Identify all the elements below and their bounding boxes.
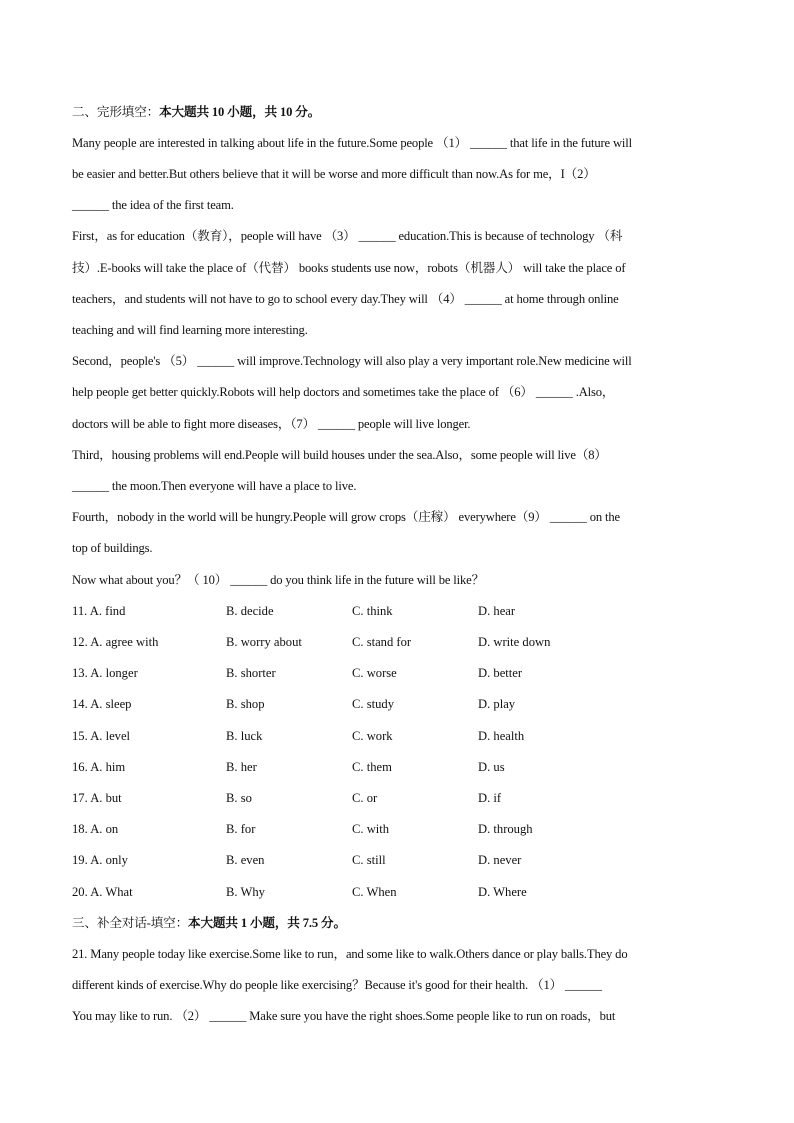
option-d: D. health [478, 729, 525, 743]
option-d: D. if [478, 791, 502, 805]
option-c: C. think [352, 604, 393, 618]
option-b: B. decide [226, 604, 274, 618]
heading-bold: 本大题共 1 小题，共 7.5 分。 [188, 916, 346, 930]
heading-prefix: 三、补全对话-填空： [72, 916, 189, 930]
option-a: 20. A. What [72, 885, 133, 899]
option-a: 12. A. agree with [72, 635, 159, 649]
passage-line: top of buildings. [72, 541, 153, 555]
heading-prefix: 二、完形填空： [72, 105, 160, 119]
option-c: C. them [352, 760, 392, 774]
option-b: B. luck [226, 729, 263, 743]
passage-line: Many people are interested in talking about life in the future.Some people （1） ______ that life in the future will [72, 136, 632, 150]
option-b: B. worry about [226, 635, 302, 649]
passage-line: ______ the idea of the first team. [72, 198, 234, 212]
option-c: C. stand for [352, 635, 412, 649]
passage-line: 技）.E-books will take the place of（代替） books students use now，robots（机器人） will take the place of [72, 261, 626, 275]
passage-line: First，as for education（教育），people will have （3） ______ education.This is because of technology （科 [72, 229, 623, 243]
option-c: C. work [352, 729, 393, 743]
option-b: B. even [226, 853, 265, 867]
passage-line: You may like to run. （2） ______ Make sure you have the right shoes.Some people like to run on roads，but [72, 1009, 616, 1023]
option-a: 11. A. find [72, 604, 126, 618]
option-a: 16. A. him [72, 760, 126, 774]
passage-line: ______ the moon.Then everyone will have a place to live. [72, 479, 357, 493]
passage-line: different kinds of exercise.Why do people like exercising？Because it's good for their health. （1） ______ [72, 978, 602, 992]
option-c: C. or [352, 791, 378, 805]
option-d: D. write down [478, 635, 551, 649]
option-b: B. shop [226, 697, 265, 711]
passage-line: 21. Many people today like exercise.Some like to run，and some like to walk.Others dance or play balls.They do [72, 947, 628, 961]
option-c: C. worse [352, 666, 397, 680]
option-a: 15. A. level [72, 729, 131, 743]
passage-line: be easier and better.But others believe that it will be worse and more difficult than now.As for me，I（2） [72, 167, 596, 181]
option-d: D. better [478, 666, 523, 680]
option-a: 18. A. on [72, 822, 119, 836]
option-b: B. for [226, 822, 256, 836]
section-heading-cloze [72, 104, 722, 120]
option-b: B. so [226, 791, 252, 805]
option-c: C. still [352, 853, 386, 867]
passage-line: Third，housing problems will end.People will build houses under the sea.Also，some people will live（8） [72, 448, 607, 462]
section-heading-dialogue [72, 915, 722, 931]
option-d: D. never [478, 853, 522, 867]
passage-line: doctors will be able to fight more diseases，（7） ______ people will live longer. [72, 417, 471, 431]
passage-line: Now what about you？（ 10） ______ do you think life in the future will be like？ [72, 573, 485, 587]
option-a: 17. A. but [72, 791, 122, 805]
option-a: 14. A. sleep [72, 697, 132, 711]
option-c: C. When [352, 885, 397, 899]
option-b: B. Why [226, 885, 265, 899]
option-b: B. her [226, 760, 257, 774]
option-d: D. us [478, 760, 505, 774]
heading-bold: 本大题共 10 小题，共 10 分。 [159, 105, 321, 119]
passage-line: teachers，and students will not have to go to school every day.They will （4） ______ at home through online [72, 292, 619, 306]
passage-line: help people get better quickly.Robots will help doctors and sometimes take the place of （6） ______ .Also， [72, 385, 615, 399]
passage-line: Second，people's （5） ______ will improve.Technology will also play a very important role.New medicine will [72, 354, 632, 368]
passage-line: Fourth，nobody in the world will be hungry.People will grow crops（庄稼） everywhere（9） ______ on the [72, 510, 620, 524]
option-d: D. through [478, 822, 533, 836]
option-b: B. shorter [226, 666, 276, 680]
option-d: D. play [478, 697, 516, 711]
passage-line: teaching and will find learning more interesting. [72, 323, 308, 337]
option-c: C. study [352, 697, 394, 711]
option-a: 13. A. longer [72, 666, 138, 680]
option-d: D. Where [478, 885, 527, 899]
option-a: 19. A. only [72, 853, 128, 867]
option-d: D. hear [478, 604, 516, 618]
option-c: C. with [352, 822, 390, 836]
